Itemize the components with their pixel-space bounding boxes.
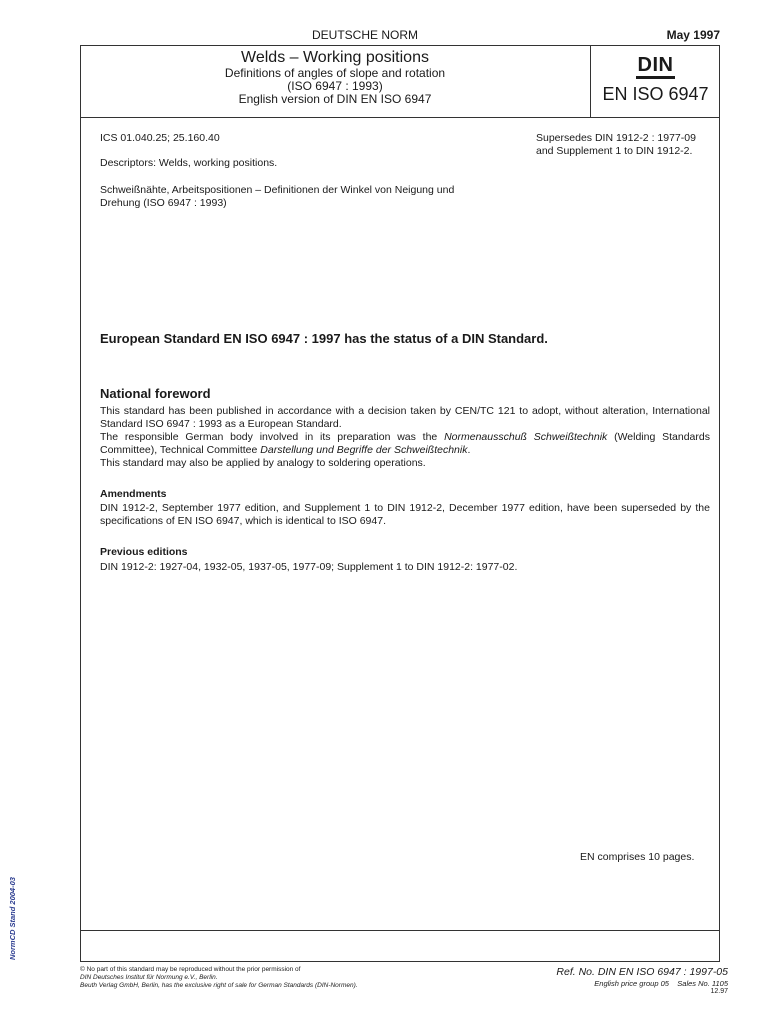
bottom-rule — [80, 930, 720, 931]
standard-number: EN ISO 6947 — [602, 84, 709, 104]
foreword-p2-text-c: (Welding Standards Committee), Technical Committee — [100, 431, 710, 456]
german-title-line-2: Drehung (ISO 6947 : 1993) — [100, 197, 227, 209]
price-info — [556, 979, 728, 988]
norm-label: DEUTSCHE NORM — [311, 28, 418, 42]
foreword-body — [100, 405, 710, 470]
din-logo: DIN — [636, 55, 676, 79]
previous-editions-heading: Previous editions — [100, 546, 188, 558]
supersedes-note — [536, 132, 716, 158]
header-band — [80, 45, 720, 118]
side-stamp: NormCD Stand 2004-03 — [8, 877, 17, 960]
previous-editions-text: DIN 1912-2: 1927-04, 1932-05, 1937-05, 1977-09; Supplement 1 to DIN 1912-2: 1977-02. — [100, 561, 518, 573]
supersedes-line-1: Supersedes DIN 1912-2 : 1977-09 — [536, 132, 696, 144]
footer-reference-block — [556, 966, 728, 995]
german-title-line-1: Schweißnähte, Arbeitspositionen – Definitionen der Winkel von Neigung und — [100, 184, 455, 196]
pages-note: EN comprises 10 pages. — [580, 851, 695, 863]
foreword-paragraph-2 — [100, 431, 710, 457]
committee-name: Normenausschuß Schweißtechnik — [444, 431, 608, 443]
foreword-heading: National foreword — [100, 386, 211, 401]
print-code: 12.97 — [710, 988, 728, 995]
subtitle-english-version: English version of DIN EN ISO 6947 — [238, 92, 432, 106]
copyright-line-1: © No part of this standard may be reproduced without the prior permission of — [80, 966, 301, 973]
document-title: Welds – Working positions — [241, 49, 429, 66]
foreword-paragraph-1: This standard has been published in accordance with a decision taken by CEN/TC 121 to adopt, without alteration, International Standard ISO 6947 : 1993 as a European Standard. — [100, 405, 710, 430]
copyright-line-3: Beuth Verlag GmbH, Berlin, has the exclusive right of sale for German Standards (DIN-Normen). — [80, 982, 358, 989]
price-group: English price group 05 — [594, 979, 669, 988]
subtitle-iso: (ISO 6947 : 1993) — [287, 79, 383, 93]
foreword-p2-text-e: . — [467, 444, 471, 456]
top-line — [80, 28, 720, 44]
sales-number: Sales No. 1105 — [677, 979, 728, 988]
status-statement: European Standard EN ISO 6947 : 1997 has the status of a DIN Standard. — [100, 331, 548, 346]
publication-date: May 1997 — [666, 28, 720, 42]
subtitle-definitions: Definitions of angles of slope and rotation — [224, 66, 446, 80]
descriptors: Descriptors: Welds, working positions. — [100, 157, 278, 169]
amendments-text: DIN 1912-2, September 1977 edition, and Supplement 1 to DIN 1912-2, December 1977 edition, have been superseded by the specifications of EN ISO 6947, which is identical to ISO 6947. — [100, 502, 710, 527]
supersedes-line-2: and Supplement 1 to DIN 1912-2. — [536, 145, 693, 157]
amendments-heading: Amendments — [100, 488, 167, 500]
ics-code: ICS 01.040.25; 25.160.40 — [100, 132, 220, 144]
technical-committee-name: Darstellung und Begriffe der Schweißtechnik — [260, 444, 468, 456]
standard-id-box — [590, 45, 720, 117]
copyright-notice — [80, 966, 460, 990]
foreword-paragraph-3: This standard may also be applied by analogy to soldering operations. — [100, 457, 426, 469]
foreword-p2-text-a: The responsible German body involved in its preparation was the — [100, 431, 445, 443]
header-title-block — [80, 48, 590, 106]
reference-number: Ref. No. DIN EN ISO 6947 : 1997-05 — [556, 966, 728, 978]
copyright-line-2: DIN Deutsches Institut für Normung e.V., Berlin. — [80, 974, 218, 981]
german-title — [100, 184, 520, 210]
